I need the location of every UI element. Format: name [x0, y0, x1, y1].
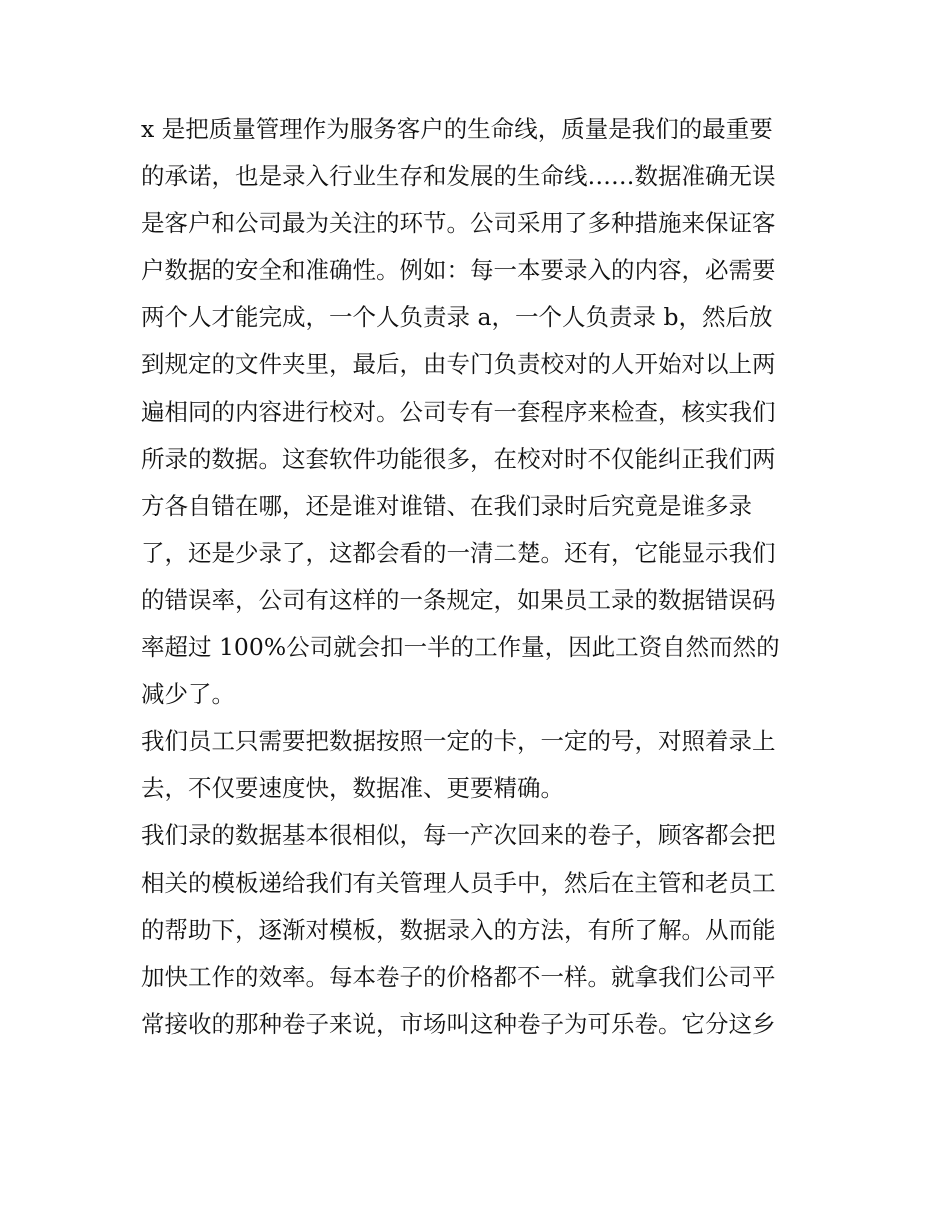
text-line: 的承诺，也是录入行业生存和发展的生命线……数据准确无误 — [141, 162, 776, 191]
text-line: x 是把质量管理作为服务客户的生命线，质量是我们的最重要 — [141, 115, 773, 143]
text-line: 的帮助下，逐渐对模板，数据录入的方法，有所了解。从而能 — [141, 915, 776, 944]
text-line: 是客户和公司最为关注的环节。公司采用了多种措施来保证客 — [141, 209, 776, 238]
text-line: 遍相同的内容进行校对。公司专有一套程序来检查，核实我们 — [141, 397, 776, 426]
text-line: 户数据的安全和准确性。例如：每一本要录入的内容，必需要 — [141, 256, 776, 285]
text-line: 了，还是少录了，这都会看的一清二楚。还有，它能显示我们 — [141, 538, 776, 567]
text-line: 的错误率，公司有这样的一条规定，如果员工录的数据错误码 — [141, 585, 776, 614]
text-line: 方各自错在哪，还是谁对谁错、在我们录时后究竟是谁多录 — [141, 491, 752, 520]
document-body — [141, 106, 821, 1048]
text-line: 加快工作的效率。每本卷子的价格都不一样。就拿我们公司平 — [141, 962, 776, 991]
text-line: 率超过 100%公司就会扣一半的工作量，因此工资自然而然的 — [141, 633, 780, 662]
text-line: 我们录的数据基本很相似，每一产次回来的卷子，顾客都会把 — [141, 821, 776, 850]
text-line: 常接收的那种卷子来说，市场叫这种卷子为可乐卷。它分这乡 — [141, 1009, 776, 1038]
text-line: 相关的模板递给我们有关管理人员手中，然后在主管和老员工 — [141, 868, 776, 897]
text-line: 所录的数据。这套软件功能很多，在校对时不仅能纠正我们两 — [141, 444, 776, 473]
text-line: 两个人才能完成，一个人负责录 a，一个人负责录 b，然后放 — [141, 303, 773, 332]
text-line: 去，不仅要速度快，数据准、更要精确。 — [141, 774, 564, 803]
text-line: 到规定的文件夹里，最后，由专门负责校对的人开始对以上两 — [141, 350, 776, 379]
text-line: 我们员工只需要把数据按照一定的卡，一定的号，对照着录上 — [141, 727, 776, 756]
text-line: 减少了。 — [141, 680, 235, 709]
